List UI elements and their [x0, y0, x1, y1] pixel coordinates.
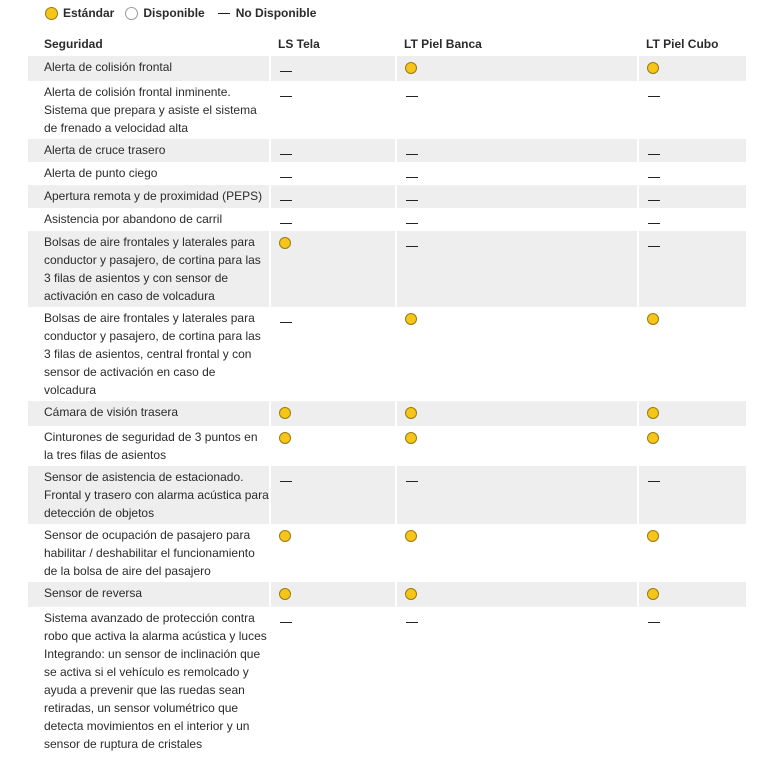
legend	[45, 4, 327, 22]
legend-unavailable-label: No Disponible	[235, 6, 317, 20]
availability-cell	[638, 81, 746, 139]
unavailable-dash-icon	[218, 13, 230, 14]
table-row	[28, 582, 746, 607]
feature-name: Cinturones de seguridad de 3 puntos en la tres filas de asientos	[28, 426, 270, 466]
unavailable-dash-icon	[280, 200, 292, 201]
table-row	[28, 426, 746, 466]
availability-cell	[396, 162, 638, 185]
feature-name: Asistencia por abandono de carril	[28, 208, 270, 231]
availability-cell	[396, 524, 638, 582]
availability-cell	[638, 401, 746, 426]
standard-dot-icon	[279, 530, 291, 542]
unavailable-dash-icon	[280, 154, 292, 155]
column-header-category: Seguridad	[44, 37, 103, 51]
standard-dot-icon	[279, 588, 291, 600]
availability-cell	[270, 56, 396, 81]
availability-cell	[638, 307, 746, 401]
availability-cell	[396, 81, 638, 139]
table-row	[28, 466, 746, 524]
standard-dot-icon	[647, 432, 659, 444]
unavailable-dash-icon	[280, 223, 292, 224]
feature-name: Sensor de reversa	[28, 582, 270, 607]
feature-name: Sistema avanzado de protección contra robo que activa la alarma acústica y luces Integrando: un sensor de inclinación que se activa si el vehículo es remolcado y ayuda a prevenir que las ruedas sean retiradas, un sensor volumétrico que detecta movimientos en el interior y un sensor de ruptura de cristales	[28, 607, 270, 755]
standard-dot-icon	[405, 62, 417, 74]
availability-cell	[270, 466, 396, 524]
availability-cell	[270, 524, 396, 582]
availability-cell	[396, 231, 638, 307]
unavailable-dash-icon	[280, 96, 292, 97]
unavailable-dash-icon	[280, 622, 292, 623]
table-row	[28, 208, 746, 231]
standard-dot-icon	[647, 407, 659, 419]
unavailable-dash-icon	[648, 246, 660, 247]
feature-name: Bolsas de aire frontales y laterales para conductor y pasajero, de cortina para las 3 filas de asientos y con sensor de activación en caso de volcadura	[28, 231, 270, 307]
feature-name: Alerta de colisión frontal	[28, 56, 270, 81]
availability-cell	[638, 231, 746, 307]
availability-cell	[396, 307, 638, 401]
table-header-row	[28, 33, 746, 56]
feature-name: Cámara de visión trasera	[28, 401, 270, 426]
features-table	[28, 33, 746, 755]
availability-cell	[270, 582, 396, 607]
unavailable-dash-icon	[406, 481, 418, 482]
table-row	[28, 231, 746, 307]
availability-cell	[638, 56, 746, 81]
available-circle-icon	[125, 7, 138, 20]
unavailable-dash-icon	[280, 322, 292, 323]
column-header-trim-3: LT Piel Cubo	[646, 37, 719, 51]
availability-cell	[638, 426, 746, 466]
table-row	[28, 607, 746, 755]
unavailable-dash-icon	[648, 96, 660, 97]
table-row	[28, 56, 746, 81]
availability-cell	[270, 139, 396, 162]
feature-name: Alerta de punto ciego	[28, 162, 270, 185]
availability-cell	[638, 139, 746, 162]
standard-dot-icon	[647, 62, 659, 74]
unavailable-dash-icon	[406, 223, 418, 224]
table-row	[28, 139, 746, 162]
standard-dot-icon	[45, 7, 58, 20]
availability-cell	[270, 231, 396, 307]
legend-available	[125, 6, 204, 20]
availability-cell	[270, 208, 396, 231]
legend-available-label: Disponible	[143, 6, 205, 20]
availability-cell	[396, 185, 638, 208]
unavailable-dash-icon	[280, 481, 292, 482]
availability-cell	[638, 524, 746, 582]
feature-name: Alerta de colisión frontal inminente. Sistema que prepara y asiste el sistema de frenado a velocidad alta	[28, 81, 270, 139]
feature-name: Sensor de ocupación de pasajero para habilitar / deshabilitar el funcionamiento de la bolsa de aire del pasajero	[28, 524, 270, 582]
standard-dot-icon	[405, 588, 417, 600]
table-row	[28, 81, 746, 139]
availability-cell	[270, 426, 396, 466]
unavailable-dash-icon	[280, 71, 292, 72]
table-row	[28, 307, 746, 401]
table-row	[28, 185, 746, 208]
availability-cell	[270, 307, 396, 401]
availability-cell	[638, 607, 746, 755]
availability-cell	[638, 582, 746, 607]
unavailable-dash-icon	[648, 622, 660, 623]
standard-dot-icon	[647, 530, 659, 542]
standard-dot-icon	[647, 588, 659, 600]
standard-dot-icon	[279, 237, 291, 249]
unavailable-dash-icon	[648, 177, 660, 178]
unavailable-dash-icon	[648, 200, 660, 201]
feature-name: Bolsas de aire frontales y laterales para conductor y pasajero, de cortina para las 3 filas de asientos, central frontal y con sensor de activación en caso de volcadura	[28, 307, 270, 401]
availability-cell	[270, 185, 396, 208]
table-row	[28, 401, 746, 426]
availability-cell	[396, 401, 638, 426]
standard-dot-icon	[405, 530, 417, 542]
column-header-trim-2: LT Piel Banca	[404, 37, 482, 51]
feature-name: Sensor de asistencia de estacionado. Frontal y trasero con alarma acústica para detección de objetos	[28, 466, 270, 524]
unavailable-dash-icon	[406, 246, 418, 247]
legend-unavailable	[216, 6, 317, 20]
standard-dot-icon	[647, 313, 659, 325]
legend-standard	[45, 6, 114, 20]
unavailable-dash-icon	[648, 154, 660, 155]
availability-cell	[396, 582, 638, 607]
unavailable-dash-icon	[406, 177, 418, 178]
unavailable-dash-icon	[280, 177, 292, 178]
column-header-trim-1: LS Tela	[278, 37, 320, 51]
availability-cell	[396, 607, 638, 755]
table-row	[28, 524, 746, 582]
availability-cell	[638, 466, 746, 524]
standard-dot-icon	[279, 432, 291, 444]
availability-cell	[638, 162, 746, 185]
unavailable-dash-icon	[406, 622, 418, 623]
feature-name: Alerta de cruce trasero	[28, 139, 270, 162]
feature-name: Apertura remota y de proximidad (PEPS)	[28, 185, 270, 208]
unavailable-dash-icon	[648, 223, 660, 224]
legend-standard-label: Estándar	[63, 6, 115, 20]
availability-cell	[638, 185, 746, 208]
availability-cell	[396, 208, 638, 231]
unavailable-dash-icon	[406, 154, 418, 155]
availability-cell	[396, 56, 638, 81]
availability-cell	[396, 466, 638, 524]
standard-dot-icon	[405, 407, 417, 419]
unavailable-dash-icon	[406, 96, 418, 97]
availability-cell	[638, 208, 746, 231]
unavailable-dash-icon	[406, 200, 418, 201]
availability-cell	[270, 607, 396, 755]
table-row	[28, 162, 746, 185]
standard-dot-icon	[405, 432, 417, 444]
availability-cell	[270, 162, 396, 185]
availability-cell	[396, 139, 638, 162]
standard-dot-icon	[279, 407, 291, 419]
availability-cell	[396, 426, 638, 466]
unavailable-dash-icon	[648, 481, 660, 482]
standard-dot-icon	[405, 313, 417, 325]
availability-cell	[270, 401, 396, 426]
availability-cell	[270, 81, 396, 139]
